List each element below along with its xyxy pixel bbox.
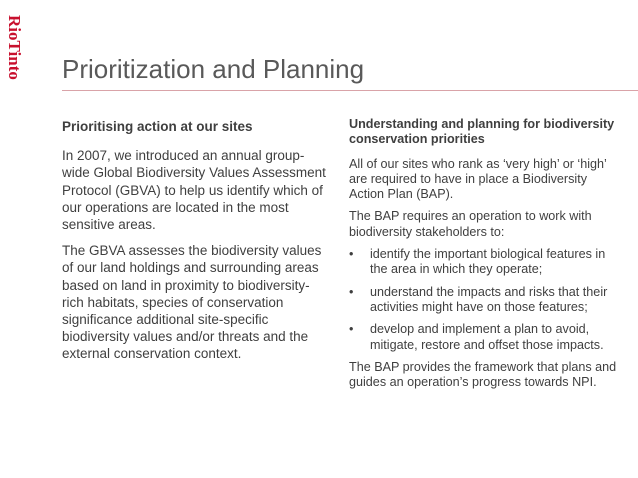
left-paragraph-2: The GBVA assesses the biodiversity values of our land holdings and surrounding areas based on land in proximity to biodiversity-rich habitats, species of conservation significance additional site-specific biodiversity values and/or threats and the external conservation context. bbox=[62, 243, 322, 362]
title-divider bbox=[62, 90, 638, 91]
bullet-text: understand the impacts and risks that their activities might have on those features; bbox=[370, 284, 608, 314]
bullet-icon: • bbox=[349, 247, 354, 262]
bullet-text: identify the important biological features in the area in which they operate; bbox=[370, 247, 606, 277]
bap-bullet-list bbox=[349, 247, 617, 353]
bullet-icon: • bbox=[349, 284, 354, 299]
logo-text: RioTinto bbox=[5, 15, 24, 80]
right-paragraph-2: The BAP requires an operation to work with biodiversity stakeholders to: bbox=[349, 209, 592, 239]
bullet-icon: • bbox=[349, 322, 354, 337]
left-column bbox=[62, 118, 330, 372]
rio-tinto-logo bbox=[3, 15, 25, 87]
bullet-text: develop and implement a plan to avoid, mitigate, restore and offset those impacts. bbox=[370, 322, 604, 352]
left-heading: Prioritising action at our sites bbox=[62, 119, 253, 134]
list-item bbox=[349, 247, 617, 278]
right-column bbox=[349, 117, 617, 397]
right-closing-paragraph: The BAP provides the framework that plans and guides an operation’s progress towards NPI. bbox=[349, 359, 617, 390]
right-paragraph-1: All of our sites who rank as ‘very high’ or ‘high’ are required to have in place a Biodiversity Action Plan (BAP). bbox=[349, 156, 607, 202]
list-item bbox=[349, 322, 617, 353]
slide-title: Prioritization and Planning bbox=[62, 54, 365, 84]
list-item bbox=[349, 285, 617, 316]
left-paragraph-1: In 2007, we introduced an annual group-wide Global Biodiversity Values Assessment Protocol (GBVA) to help us identify which of our operations are located in the most sensitive areas. bbox=[62, 148, 326, 233]
right-heading: Understanding and planning for biodiversity conservation priorities bbox=[349, 117, 615, 147]
